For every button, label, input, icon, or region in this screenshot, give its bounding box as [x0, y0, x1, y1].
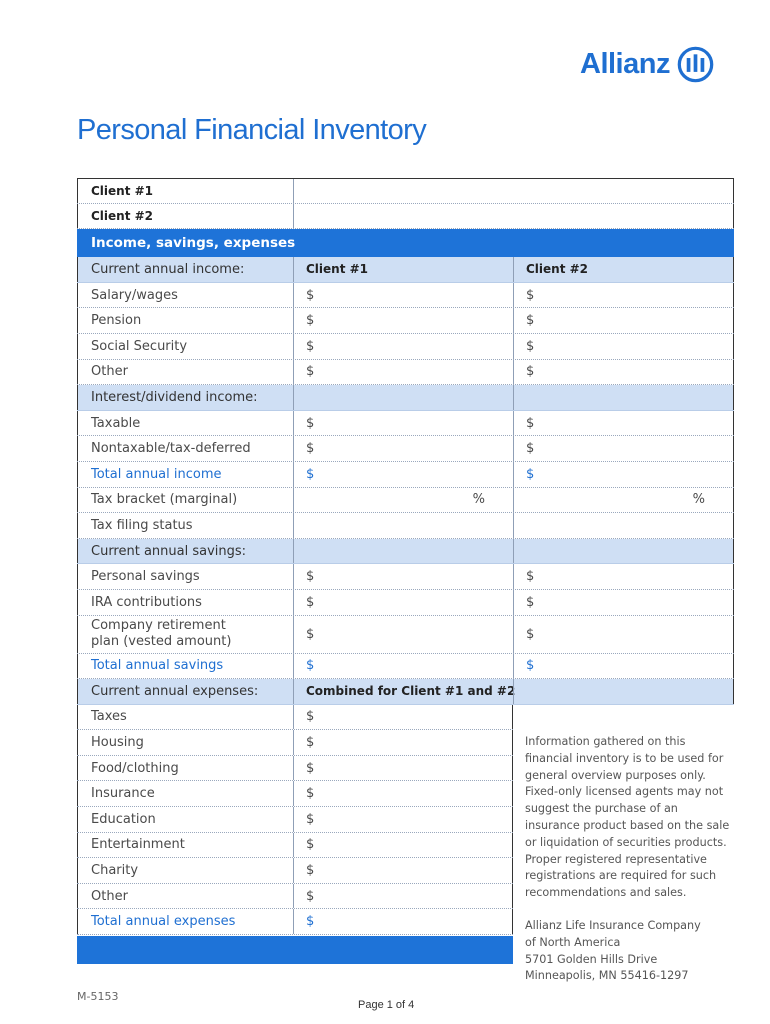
tax-status-client-2-field[interactable]: [513, 513, 734, 538]
expense-row-food-clothing: [77, 756, 513, 782]
allianz-logo: [580, 43, 736, 85]
company-plan-client-2-field[interactable]: $: [513, 616, 734, 653]
income-header-label: Current annual income:: [77, 257, 293, 282]
nontaxable-client-1-field[interactable]: $: [293, 436, 513, 461]
expenses-header-label: Current annual expenses:: [77, 679, 293, 704]
savings-header-blank-1: [293, 539, 513, 564]
page-number: Page 1 of 4: [358, 999, 415, 1011]
allianz-emblem-icon: [677, 46, 714, 83]
form-code: M-5153: [77, 990, 119, 1003]
interest-header-row: [77, 385, 734, 411]
income-row-salary: [77, 283, 734, 309]
section-band: [77, 229, 734, 257]
row-label: Personal savings: [77, 564, 293, 589]
income-col-client-1: Client #1: [293, 257, 513, 282]
client-1-field[interactable]: [293, 179, 734, 203]
company-plan-label: Company retirement plan (vested amount): [91, 618, 232, 649]
section-title: Income, savings, expenses: [77, 229, 513, 256]
income-row-pension: [77, 308, 734, 334]
income-col-client-2: Client #2: [513, 257, 734, 282]
total-expenses-field[interactable]: $: [293, 909, 513, 934]
savings-header-label: Current annual savings:: [77, 539, 293, 564]
row-label: Taxable: [77, 411, 293, 436]
tax-bracket-client-2-field[interactable]: %: [513, 488, 734, 513]
row-label: Nontaxable/tax-deferred: [77, 436, 293, 461]
taxes-field[interactable]: $: [293, 705, 513, 730]
pension-client-1-field[interactable]: $: [293, 308, 513, 333]
expense-row-other: [77, 884, 513, 910]
row-label: Housing: [77, 730, 293, 755]
expense-row-education: [77, 807, 513, 833]
ira-client-1-field[interactable]: $: [293, 590, 513, 615]
form-footer-band: [77, 936, 513, 964]
logo-wordmark: Allianz: [580, 47, 670, 80]
row-label: Social Security: [77, 334, 293, 359]
client-2-row: [77, 204, 734, 230]
charity-field[interactable]: $: [293, 858, 513, 883]
expense-row-insurance: [77, 781, 513, 807]
address-city: Minneapolis, MN 55416-1297: [525, 969, 689, 983]
interest-row-taxable: [77, 411, 734, 437]
pension-client-2-field[interactable]: $: [513, 308, 734, 333]
row-label: Salary/wages: [77, 283, 293, 308]
row-label: Food/clothing: [77, 756, 293, 781]
taxable-client-1-field[interactable]: $: [293, 411, 513, 436]
social-security-client-1-field[interactable]: $: [293, 334, 513, 359]
total-savings-client-1-field[interactable]: $: [293, 654, 513, 679]
tax-status-client-1-field[interactable]: [293, 513, 513, 538]
food-clothing-field[interactable]: $: [293, 756, 513, 781]
row-label: Taxes: [77, 705, 293, 730]
client-2-field[interactable]: [293, 204, 734, 229]
total-savings-row: [77, 654, 734, 680]
savings-header-blank-2: [513, 539, 734, 564]
tax-status-row: [77, 513, 734, 539]
company-plan-client-1-field[interactable]: $: [293, 616, 513, 653]
expenses-header-row: [77, 679, 734, 705]
company-address: [525, 918, 730, 985]
interest-header-label: Interest/dividend income:: [77, 385, 293, 410]
housing-field[interactable]: $: [293, 730, 513, 755]
income-row-other: [77, 360, 734, 386]
other-income-client-1-field[interactable]: $: [293, 360, 513, 385]
education-field[interactable]: $: [293, 807, 513, 832]
row-label: Tax filing status: [77, 513, 293, 538]
row-label: Total annual expenses: [77, 909, 293, 934]
savings-row-personal: [77, 564, 734, 590]
client-1-label: Client #1: [77, 179, 293, 203]
row-label: Other: [77, 360, 293, 385]
row-label: Charity: [77, 858, 293, 883]
row-label: Pension: [77, 308, 293, 333]
savings-row-company-plan: [77, 616, 734, 654]
total-income-row: [77, 462, 734, 488]
tax-bracket-client-1-field[interactable]: %: [293, 488, 513, 513]
client-2-label: Client #2: [77, 204, 293, 229]
income-row-social-security: [77, 334, 734, 360]
row-label: Total annual savings: [77, 654, 293, 679]
taxable-client-2-field[interactable]: $: [513, 411, 734, 436]
disclaimer-notice: [525, 734, 730, 985]
total-expenses-row: [77, 909, 513, 935]
expenses-combined-col: Combined for Client #1 and #2: [293, 679, 513, 704]
tax-bracket-row: [77, 488, 734, 514]
total-savings-client-2-field[interactable]: $: [513, 654, 734, 679]
total-income-client-1-field[interactable]: $: [293, 462, 513, 487]
row-label: IRA contributions: [77, 590, 293, 615]
entertainment-field[interactable]: $: [293, 833, 513, 858]
ira-client-2-field[interactable]: $: [513, 590, 734, 615]
address-street: 5701 Golden Hills Drive: [525, 952, 658, 966]
row-label: Tax bracket (marginal): [77, 488, 293, 513]
personal-savings-client-2-field[interactable]: $: [513, 564, 734, 589]
address-company-2: of North America: [525, 935, 621, 949]
row-label: Total annual income: [77, 462, 293, 487]
interest-header-blank-1: [293, 385, 513, 410]
expense-row-taxes: [77, 705, 513, 731]
section-band-blank: [513, 229, 734, 256]
row-label: Entertainment: [77, 833, 293, 858]
row-label: Education: [77, 807, 293, 832]
expense-row-housing: [77, 730, 513, 756]
other-income-client-2-field[interactable]: $: [513, 360, 734, 385]
total-income-client-2-field[interactable]: $: [513, 462, 734, 487]
address-company: Allianz Life Insurance Company: [525, 918, 701, 932]
expense-row-entertainment: [77, 833, 513, 859]
nontaxable-client-2-field[interactable]: $: [513, 436, 734, 461]
page-title: Personal Financial Inventory: [77, 114, 427, 146]
interest-header-blank-2: [513, 385, 734, 410]
social-security-client-2-field[interactable]: $: [513, 334, 734, 359]
savings-row-ira: [77, 590, 734, 616]
salary-client-2-field[interactable]: $: [513, 283, 734, 308]
disclaimer-text: Information gathered on this financial inventory is to be used for general overview purposes only. Fixed-only licensed agents may not suggest the purchase of an insurance product based on the sale or liquidation of securities products. Proper registered representative registrations are required for such recommendations and sales.: [525, 735, 730, 900]
insurance-field[interactable]: $: [293, 781, 513, 806]
income-header-row: [77, 257, 734, 283]
expenses-header-blank: [513, 679, 734, 704]
other-expenses-field[interactable]: $: [293, 884, 513, 909]
row-label: Other: [77, 884, 293, 909]
row-label: Insurance: [77, 781, 293, 806]
client-1-row: [77, 178, 734, 204]
expense-row-charity: [77, 858, 513, 884]
row-label: [77, 616, 293, 653]
interest-row-nontaxable: [77, 436, 734, 462]
personal-savings-client-1-field[interactable]: $: [293, 564, 513, 589]
salary-client-1-field[interactable]: $: [293, 283, 513, 308]
savings-header-row: [77, 539, 734, 565]
